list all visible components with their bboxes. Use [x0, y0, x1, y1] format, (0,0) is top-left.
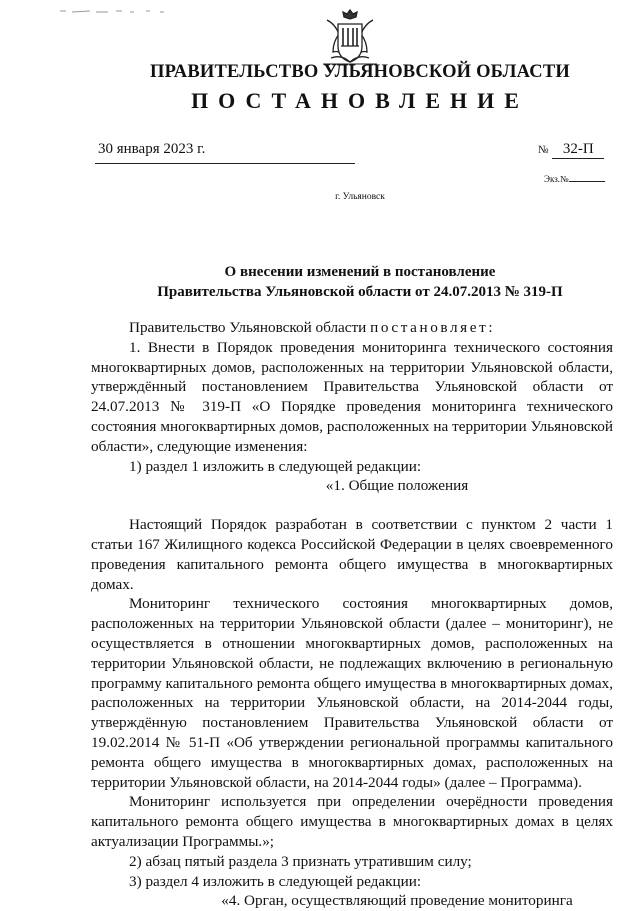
list-item-2: 2) абзац пятый раздела 3 признать утратившим силу;: [129, 852, 472, 870]
coat-of-arms-icon: [319, 6, 381, 68]
intro-resolves: постановляет: [370, 319, 489, 336]
document-date: 30 января 2023 г.: [98, 141, 206, 157]
paragraph-2: Настоящий Порядок разработан в соответствии с пунктом 2 части 1 статьи 167 Жилищного кодекса Российской Федерации в целях своевременного проведения капитального ремонта общего имущества в многоквартирных домах.: [91, 516, 613, 593]
section-4-heading: «4. Орган, осуществляющий проведение мониторинга: [221, 892, 573, 910]
date-underline: [95, 163, 355, 164]
document-subject: [0, 262, 640, 302]
paragraph-4: Мониторинг используется при определении очерёдности проведения капитального ремонта общего имущества в многоквартирных домах в целях актуализации Программы.»;: [91, 793, 613, 850]
intro-prefix: Правительство Ульяновской области: [129, 319, 371, 336]
section-1-heading: «1. Общие положения: [325, 477, 469, 495]
list-item-3: 3) раздел 4 изложить в следующей редакции:: [129, 872, 422, 890]
document-number: [538, 141, 604, 159]
document-body: [91, 318, 613, 911]
copy-number: [544, 174, 605, 184]
number-sign: №: [538, 144, 549, 156]
intro-paragraph: [91, 318, 613, 338]
copy-number-blank: [569, 181, 605, 182]
city: г. Ульяновск: [335, 192, 385, 202]
subject-line-1: О внесении изменений в постановление: [224, 264, 496, 280]
subject-line-2: Правительства Ульяновской области от 24.07.2013 № 319-П: [157, 284, 563, 300]
scan-artifact: [60, 9, 170, 15]
document-type-title: ПОСТАНОВЛЕНИЕ: [191, 88, 529, 113]
number-value: 32-П: [552, 141, 604, 159]
intro-suffix: :: [488, 319, 493, 336]
copy-number-label: Экз.№: [544, 174, 569, 184]
paragraph-3: Мониторинг технического состояния многоквартирных домов, расположенных на территории Ульяновской области (далее – мониторинг), не осуществляется в отношении многоквартирных домов, расположенных на территории Ульяновской области, не подлежащих включению в региональную программу капитального ремонта общего имущества в многоквартирных домах, расположенных на территории Ульяновской области, на 2014-2044 годы, утверждённую постановлением Правительства Ульяновской области от 19.02.2014 № 51-П «Об утверждении региональной программы капитального ремонта общего имущества в многоквартирных домах, расположенных на территории Ульяновской области, на 2014-2044 годы» (далее – Программа).: [91, 595, 613, 791]
paragraph-1: 1. Внести в Порядок проведения мониторинга технического состояния многоквартирных домов, расположенных на территории Ульяновской области, утверждённый постановлением Правительства Ульяновской области от 24.07.2013 № 319-П «О Порядке проведения мониторинга технического состояния многоквартирных домов, расположенных на территории Ульяновской области», следующие изменения:: [91, 338, 613, 455]
list-item-1: 1) раздел 1 изложить в следующей редакции:: [129, 457, 422, 475]
organization-title: ПРАВИТЕЛЬСТВО УЛЬЯНОВСКОЙ ОБЛАСТИ: [150, 62, 570, 82]
